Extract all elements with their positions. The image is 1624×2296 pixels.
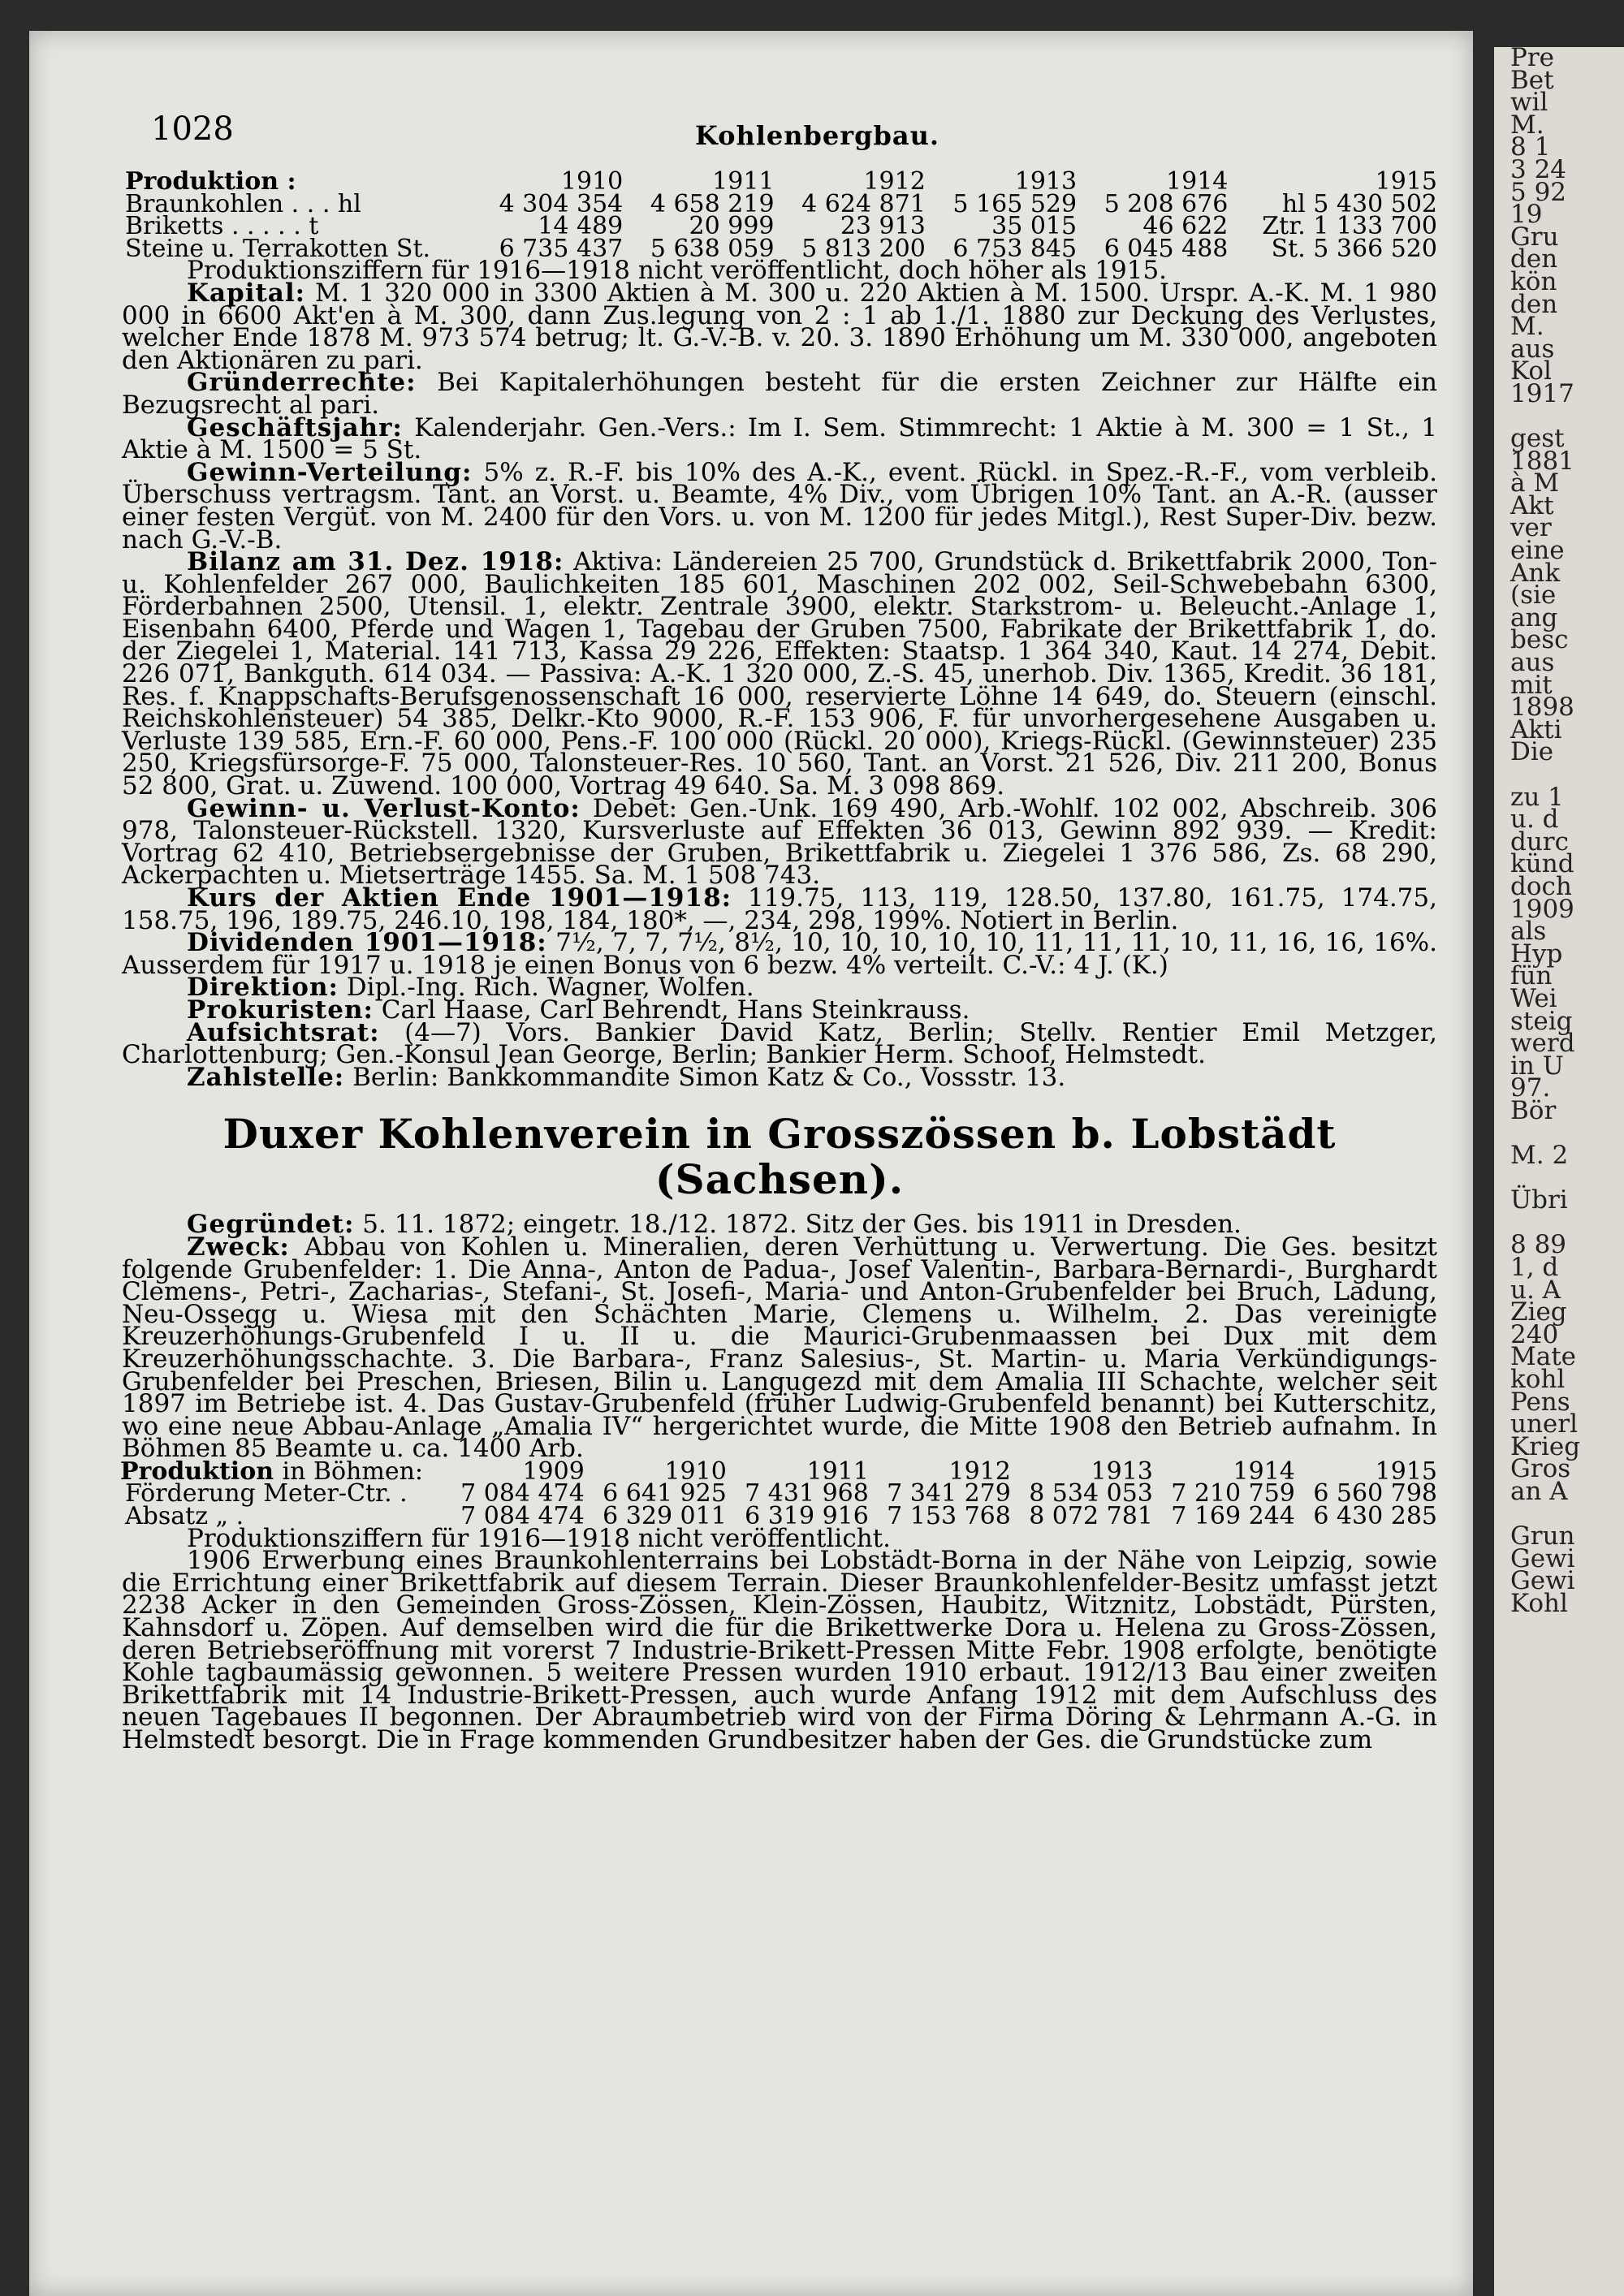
production-value: 5 638 059	[650, 234, 775, 263]
production-value: 6 329 011	[603, 1502, 727, 1531]
production-value: 5 165 529	[952, 189, 1078, 218]
next-page-line: Pens	[1510, 1387, 1570, 1417]
production-year: 1911	[806, 1457, 869, 1486]
production-value: 4 304 354	[499, 189, 624, 218]
next-page-line: besc	[1510, 625, 1569, 655]
production-year: 1909	[522, 1457, 585, 1486]
paragraph-text: Carl Haase, Carl Behrendt, Hans Steinkrauss.	[373, 995, 970, 1025]
production-value: hl 5 430 502	[1281, 189, 1437, 218]
production-subtitle: in Böhmen:	[282, 1457, 423, 1486]
production-value: 46 622	[1142, 212, 1229, 241]
paragraph-text: Aktiva: Ländereien 25 700, Grundstück d. Brikettfabrik 2000, Ton- u. Kohlenfelder 267 000, Baulichkeiten 185 601, Maschinen 202 002, Seil-Schwebebahn 6300, Förderbahnen 2500, Utensil. 1, elektr. Zentrale 3900, elektr. Starkstrom- u. Beleucht.-Anlage 1, Eisenbahn 6400, Pferde und Wagen 1, Tagebau der Gruben 7500, Fabrikate der Brikettfabrik 1, do. der Ziegelei 1, Material. 141 713, Kassa 29 226, Effekten: Staatsp. 1 364 340, Kaut. 14 274, Debit. 226 071, Bankguth. 614 034. — Passiva: A.-K. 1 320 000, Z.-S. 45, unerhob. Div. 1365, Kredit. 36 181, Res. f. Knappschafts-Berufsgenossenschaft 16 000, reservierte Löhne 14 649, do. Steuern (einschl. Reichskohlensteuer) 54 385, Delkr.-Kto 9000, R.-F. 153 906, F. für unvorhergesehene Ausgaben u. Verluste 139 585, Ern.-F. 60 000, Pens.-F. 100 000 (Rückl. 20 000), Kriegs-Rückl. (Gewinnsteuer) 235 250, Kriegsfürsorge-F. 75 000, Talonsteuer-Res. 10 560, Tant. an Vorst. 21 526, Div. 211 200, Bonus 52 800, Grat. u. Zuwend. 100 000, Vortrag 49 640. Sa. M. 3 098 869.	[122, 547, 1437, 801]
next-page-line: Kol	[1510, 356, 1552, 386]
paragraph-lead: Gegründet:	[187, 1210, 355, 1240]
running-head: Kohlenbergbau.	[695, 120, 939, 151]
next-page-line: Bet	[1510, 65, 1554, 95]
next-page-line: aus	[1510, 648, 1555, 678]
production-row-label: Förderung Meter-Ctr. .	[125, 1479, 408, 1508]
company1-paragraph	[122, 1017, 1437, 1070]
production-row-label: Briketts . . . . . t	[125, 212, 319, 241]
next-page-line: 8 89	[1510, 1230, 1567, 1260]
paragraph-lead: Aufsichtsrat:	[187, 1017, 380, 1047]
paragraph-text: Produktionsziffern für 1916—1918 nicht veröffentlicht.	[187, 1523, 891, 1553]
production-value: 6 753 845	[952, 234, 1078, 263]
page-number: 1028	[151, 110, 234, 148]
next-page-line: zu 1	[1510, 782, 1564, 812]
production-row-label: Braunkohlen . . . hl	[125, 189, 361, 218]
next-page-line: 5 92	[1510, 177, 1567, 207]
next-page-line: steig	[1510, 1006, 1573, 1036]
next-page-line: Hyp	[1510, 939, 1563, 969]
paragraph-text: (4—7) Vors. Bankier David Katz, Berlin; Stellv. Rentier Emil Metzger, Charlottenburg; Gen.-Konsul Jean George, Berlin; Bankier Herm. Schoof, Helmstedt.	[122, 1017, 1437, 1070]
paragraph-lead: Bilanz am 31. Dez. 1918:	[187, 547, 564, 577]
next-page-line: M.	[1510, 110, 1544, 140]
next-page-line: Akti	[1510, 714, 1562, 744]
production-year: 1912	[948, 1457, 1011, 1486]
next-page-line: u. d	[1510, 805, 1559, 835]
production-value: 4 624 871	[801, 189, 926, 218]
next-page-line: unerl	[1510, 1409, 1579, 1439]
production-value: 6 735 437	[499, 234, 624, 263]
production-value: 5 208 676	[1104, 189, 1229, 218]
paragraph-text: Debet: Gen.-Unk. 169 490, Arb.-Wohlf. 102 002, Abschreib. 306 978, Talonsteuer-Rückstell. 1320, Kursverluste auf Effekten 36 013, Gewinn 892 939. — Kredit: Vortrag 62 410, Betriebsergebnisse der Gruben, Brikettfabrik u. Ziegelei 1 376 586, Zs. 68 290, Ackerpachten u. Mietserträge 1455. Sa. M. 1 508 743.	[122, 793, 1437, 891]
next-page-line: aus	[1510, 334, 1555, 364]
next-page-line: Zieg	[1510, 1297, 1567, 1327]
next-page-line: 240	[1510, 1319, 1559, 1349]
company1-paragraph	[122, 883, 1437, 935]
production-value: St. 5 366 520	[1271, 234, 1437, 263]
next-page-line: Bör	[1510, 1095, 1557, 1125]
next-page-line: an A	[1510, 1477, 1568, 1506]
production-year: 1915	[1375, 167, 1437, 196]
company1-paragraph	[122, 278, 1437, 375]
adjacent-page-fragment	[1494, 47, 1624, 2296]
next-page-line: (sie	[1510, 580, 1557, 611]
next-page-line: gest	[1510, 424, 1565, 454]
paragraph-text: 1906 Erwerbung eines Braunkohlenterrains bei Lobstädt-Borna in der Nähe von Leipzig, sowie die Errichtung einer Brikettfabrik auf diesem Terrain. Dieser Braunkohlenfelder-Besitz umfasst jetzt 2238 Acker in den Gemeinden Gross-Zössen, Klein-Zössen, Haubitz, Witznitz, Lobstädt, Pürsten, Kahnsdorf u. Zöpen. Auf demselben wird die für die Brikettwerke Dora u. Helena zu Gross-Zössen, deren Betriebseröffnung mit vorerst 7 Industrie-Brikett-Pressen Mitte Febr. 1908 erfolgte, benötigte Kohle tagbaumässig gewonnen. 5 weitere Pressen wurden 1910 erbaut. 1912/13 Bau einer zweiten Brikettfabrik mit 14 Industrie-Brikett-Pressen, auch wurde Anfang 1912 mit dem Aufschluss des neuen Tagebaues II begonnen. Der Abraumbetrieb wird von der Firma Döring & Lehrmann A.-G. in Helmstedt besorgt. Die in Frage kommenden Grundbesitzer haben der Ges. die Grundstücke zum	[122, 1546, 1437, 1754]
next-page-line: M. 2	[1510, 1141, 1569, 1171]
next-page-line: Gros	[1510, 1454, 1571, 1484]
production-year: 1914	[1166, 167, 1229, 196]
next-page-line: eine	[1510, 536, 1565, 566]
next-page-line: u. A	[1510, 1275, 1561, 1305]
production-value: 7 210 759	[1171, 1479, 1295, 1508]
next-page-line: Übri	[1510, 1185, 1568, 1215]
paragraph-lead: Gründerrechte:	[187, 368, 417, 398]
paragraph-lead: Zahlstelle:	[187, 1062, 345, 1092]
production-label: Produktion in Böhmen:	[120, 1457, 423, 1486]
paragraph-text: Dipl.-Ing. Rich. Wagner, Wolfen.	[338, 973, 754, 1003]
next-page-line: durc	[1510, 826, 1569, 857]
paragraph-lead: Direktion:	[187, 973, 339, 1003]
next-page-line: den	[1510, 289, 1558, 319]
production-value: 23 913	[840, 212, 926, 241]
next-page-line: Gru	[1510, 222, 1559, 252]
next-page-line: den	[1510, 244, 1558, 274]
next-page-line: doch	[1510, 871, 1572, 901]
production-value: 5 813 200	[801, 234, 926, 263]
paragraph-lead: Dividenden 1901—1918:	[187, 928, 547, 958]
next-page-line: Krieg	[1510, 1431, 1581, 1461]
next-page-line: 97.	[1510, 1073, 1551, 1103]
company2-paragraph	[122, 1546, 1437, 1754]
production-value: 7 341 279	[887, 1479, 1011, 1508]
production-value: 6 560 798	[1313, 1479, 1437, 1508]
paragraph-text: Kalenderjahr. Gen.-Vers.: Im I. Sem. Stimmrecht: 1 Aktie à M. 300 = 1 St., 1 Aktie à M. 1500 = 5 St.	[122, 412, 1437, 465]
paragraph-lead: Zweck:	[187, 1232, 290, 1262]
next-page-line: 1881	[1510, 446, 1574, 476]
paragraph-text: Berlin: Bankkommandite Simon Katz & Co., Vossstr. 13.	[344, 1062, 1066, 1092]
production-value: 7 431 968	[745, 1479, 869, 1508]
production-value: 14 489	[538, 212, 624, 241]
paragraph-text: 7½, 7, 7, 7½, 8½, 10, 10, 10, 10, 10, 11, 11, 11, 10, 11, 16, 16, 16%. Ausserdem für 1917 u. 1918 je einen Bonus von 6 bezw. 4% verteilt. C.-V.: 4 J. (K.)	[122, 928, 1437, 980]
paragraph-lead: Gewinn-Verteilung:	[187, 457, 473, 487]
production-value: 20 999	[689, 212, 775, 241]
production-year: 1913	[1091, 1457, 1153, 1486]
paragraph-text: 119.75, 113, 119, 128.50, 137.80, 161.75, 174.75, 158.75, 196, 189.75, 246.10, 198, 184, 180*, —, 234, 298, 199%. Notiert in Berlin.	[122, 883, 1437, 935]
paragraph-text: 5. 11. 1872; eingetr. 18./12. 1872. Sitz der Ges. bis 1911 in Dresden.	[354, 1210, 1242, 1240]
next-page-line: künd	[1510, 849, 1574, 879]
paragraph-lead: Kapital:	[187, 278, 306, 308]
production-label: Produktion :	[125, 167, 296, 196]
production-value: 7 084 474	[460, 1502, 585, 1531]
production-value: 35 015	[991, 212, 1078, 241]
company2-paragraph	[122, 1232, 1437, 1464]
production-value: 4 658 219	[650, 189, 775, 218]
next-page-line: 1, d	[1510, 1253, 1559, 1283]
production-year: 1910	[560, 167, 624, 196]
production-value: 8 072 781	[1029, 1502, 1153, 1531]
next-page-line: 1898	[1510, 693, 1574, 723]
next-page-line: ang	[1510, 602, 1558, 632]
production-row-label: Steine u. Terrakotten St.	[125, 234, 431, 263]
production-value: 7 153 768	[887, 1502, 1011, 1531]
production-value: 6 430 285	[1313, 1502, 1437, 1531]
next-page-line: 1917	[1510, 378, 1574, 408]
paragraph-lead: Prokuristen:	[187, 995, 374, 1025]
production-value: 6 641 925	[603, 1479, 727, 1508]
next-page-line: Pre	[1510, 47, 1555, 72]
next-page-line: Die	[1510, 737, 1554, 767]
paragraph-lead: Kurs der Aktien Ende 1901—1918:	[187, 883, 732, 913]
next-page-line: Wei	[1510, 983, 1557, 1013]
next-page-line: 8 1	[1510, 132, 1551, 162]
next-page-line: 19	[1510, 200, 1543, 230]
next-page-line: in U	[1510, 1051, 1564, 1081]
production-row-label: Absatz „ .	[125, 1502, 244, 1531]
next-page-line: 1909	[1510, 894, 1574, 924]
production-year: 1913	[1014, 167, 1078, 196]
company1-paragraph	[122, 793, 1437, 891]
next-page-line: werd	[1510, 1029, 1575, 1059]
next-page-line: Gewi	[1510, 1566, 1575, 1596]
next-page-line: Akt	[1510, 490, 1554, 520]
next-page-line: à M	[1510, 468, 1560, 498]
next-page-line: mit	[1510, 670, 1553, 700]
production-year: 1915	[1375, 1457, 1437, 1486]
next-page-line: wil	[1510, 88, 1548, 118]
company1-paragraph	[122, 928, 1437, 980]
production-value: 7 084 474	[460, 1479, 585, 1508]
production-value: 6 045 488	[1104, 234, 1229, 263]
paragraph-text: 5% z. R.-F. bis 10% des A.-K., event. Rückl. in Spez.-R.-F., vom verbleib. Überschuss vertragsm. Tant. an Vorst. u. Beamte, 4% Div., vom Übrigen 10% Tant. an A.-R. (ausser einer festen Vergüt. von M. 2400 für den Vors. u. von M. 1200 für jedes Mitgl.), Rest Super-Div. bezw. nach G.-V.-B.	[122, 457, 1437, 555]
next-page-line: Kohl	[1510, 1588, 1568, 1618]
company1-paragraph	[122, 547, 1437, 801]
production-value: 7 169 244	[1171, 1502, 1295, 1531]
paragraph-text: Abbau von Kohlen u. Mineralien, deren Verhüttung u. Verwertung. Die Ges. besitzt folgende Grubenfelder: 1. Die Anna-, Anton de Padua-, Josef Valentin-, Barbara-Bernardi-, Burghardt Clemens-, Petri-, Zacharias-, Stefani-, St. Josefi-, Maria- und Anton-Grubenfelder bei Bruch, Ladung, Neu-Ossegg u. Wiesa mit den Schächten Marie, Clemens u. Wilhelm. 2. Das vereinigte Kreuzerhöhungs-Grubenfeld I u. II u. die Maurici-Grubenmaassen bei Dux mit dem Kreuzerhöhungsschachte. 3. Die Barbara-, Franz Salesius-, St. Martin- u. Maria Verkündigungs-Grubenfelder bei Preschen, Briesen, Bilin u. Langugezd mit dem Amalia III Schachte, welcher seit 1897 im Betriebe ist. 4. Das Gustav-Grubenfeld (früher Ludwig-Grubenfeld benannt) bei Kutterschitz, wo eine neue Abbau-Anlage „Amalia IV“ hergerichtet wurde, die Mitte 1908 den Betrieb aufnahm. In Böhmen 85 Beamte u. ca. 1400 Arb.	[122, 1232, 1437, 1464]
paragraph-text: Bei Kapitalerhöhungen besteht für die ersten Zeichner zur Hälfte ein Bezugsrecht al pari.	[122, 368, 1437, 420]
production-value: 6 319 916	[745, 1502, 869, 1531]
next-page-line: fün	[1510, 961, 1553, 991]
next-page-line: Ank	[1510, 558, 1561, 588]
company1-paragraph	[122, 412, 1437, 465]
production-table	[120, 167, 1442, 263]
production-value: Ztr. 1 133 700	[1262, 212, 1437, 241]
next-page-line: kön	[1510, 266, 1557, 296]
paragraph-lead: Gewinn- u. Verlust-Konto:	[187, 793, 581, 823]
paragraph-text: M. 1 320 000 in 3300 Aktien à M. 300 u. 220 Aktien à M. 1500. Urspr. A.-K. M. 1 980 000 in 6600 Akt'en à M. 300, dann Zus.legung von 2 : 1 ab 1./1. 1880 zur Deckung des Verlustes, welcher Ende 1878 M. 973 574 betrug; lt. G.-V.-B. v. 20. 3. 1890 Erhöhung um M. 330 000, angeboten den Aktionären zu pari.	[122, 278, 1437, 375]
company1-paragraph	[122, 1062, 1437, 1092]
next-page-line: kohl	[1510, 1365, 1566, 1395]
production-year: 1911	[712, 167, 775, 196]
production-value: 8 534 053	[1029, 1479, 1153, 1508]
next-page-line: als	[1510, 917, 1547, 947]
next-page-line: Grun	[1510, 1521, 1575, 1552]
company1-paragraph	[122, 368, 1437, 420]
company1-paragraph	[122, 457, 1437, 555]
production-table	[120, 1457, 1442, 1531]
paragraph-text: Produktionsziffern für 1916—1918 nicht veröffentlicht, doch höher als 1915.	[187, 256, 1168, 286]
company-title: Duxer Kohlenverein in Grosszössen b. Lobstädt (Sachsen).	[222, 1110, 1337, 1204]
production-year: 1910	[664, 1457, 727, 1486]
next-page-line: 3 24	[1510, 154, 1567, 184]
next-page-line: Mate	[1510, 1342, 1577, 1372]
production-year: 1912	[863, 167, 926, 196]
next-page-line: Gewi	[1510, 1543, 1575, 1573]
next-page-line: M.	[1510, 312, 1544, 342]
page-body	[120, 167, 1437, 1754]
production-year: 1914	[1233, 1457, 1295, 1486]
next-page-line: ver	[1510, 513, 1552, 543]
production-row	[120, 193, 1442, 216]
paragraph-lead: Geschäftsjahr:	[187, 412, 403, 442]
